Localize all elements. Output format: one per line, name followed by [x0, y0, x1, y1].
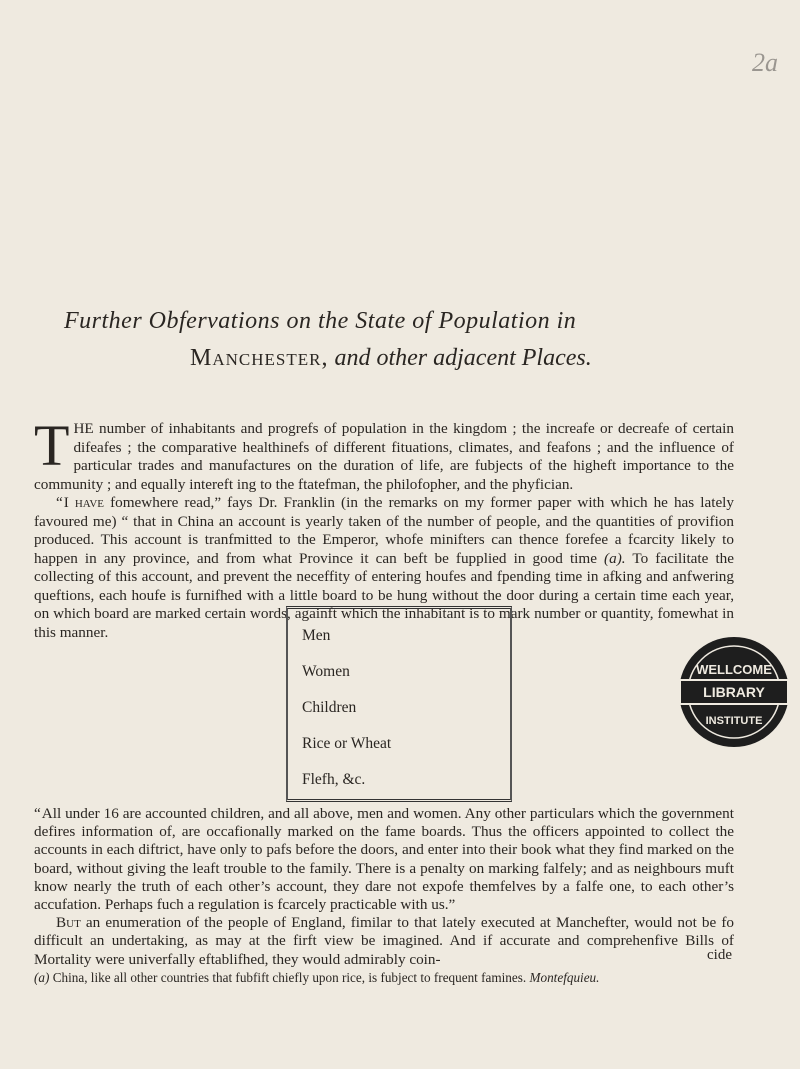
board-item: Flefh, &c. [302, 771, 366, 788]
board-list [288, 609, 510, 803]
board-item: Children [302, 699, 357, 716]
board-item: Men [302, 627, 331, 644]
footnote-text: China, like all other countries that fubfift chiefly upon rice, is fubject to frequent famines. [52, 970, 527, 985]
title-line-1: Further Obfervations on the State of Population in [64, 308, 577, 334]
intro-text: HE number of inhabitants and progrefs of population in the kingdom ; the increafe or decreafe of certain difeafes ; the comparative healthinefs of different fituations, climates, and feafons ; and the influence of particular trades and manufactures on the duration of life, are fubjects of the higheft importance to the community ; and equally intereft ing to the ftatefman, the philofopher, and the phyfician. [34, 420, 734, 493]
stamp-bottom-text: INSTITUTE [705, 715, 763, 727]
quote-text-2: To facilitate the collecting of this account, and prevent the neceffity of entering houfes and fpending time in afking and anfwering queftions, each houfe is furnifhed with a little board to be hung without the door during a certain time each year, on which board are marked certain words, againft which the inhabitant is to mark number or quantity, fomewhat in this manner. [34, 549, 735, 641]
title-line-2 [190, 345, 710, 372]
footnote-author: Montefquieu. [529, 970, 600, 985]
quote-text: fomewhere read,” fays Dr. Franklin (in the remarks on my former paper with which he has lately favoured me) “ that in China an account is yearly taken of the number of people, and the quantities of provifion produced. This account is tranfmitted to the Emperor, whofe minifters can thence forefee a fcarcity likely to happen in any province, and from what Province it can beft be fupplied in good time [34, 494, 734, 567]
footnote [34, 970, 754, 986]
board-item: Rice or Wheat [302, 735, 392, 752]
title-rest: and other adjacent Places. [334, 345, 592, 371]
catchword: cide [707, 947, 732, 963]
board-item: Women [302, 663, 350, 680]
quote-continuation: “ All under 16 are accounted children, and all above, men and women. Any other particulars which the government defires information of, are occafionally marked on the fame boards. Thus the officers appointed to collect the accounts in each diftrict, have only to pafs before the doors, and enter into their book what they find marked on the board, without giving the leaft trouble to the family. There is a penalty on marking falfely; and as neighbours muft know nearly the truth of each other’s account, they dare not expofe themfelves by a falfe one, to each other’s accufation. Perhaps fuch a regulation is fcarcely practicable with us.” [34, 805, 734, 914]
continuation-text [34, 805, 734, 969]
handwritten-page-mark: 2a [752, 48, 778, 77]
quote-lead: I have [63, 494, 104, 511]
intro-paragraph [34, 413, 734, 494]
title-city: Manchester, [190, 345, 329, 371]
paragraph-3 [34, 914, 734, 969]
para3-lead: But [56, 914, 81, 932]
para3-text: an enumeration of the people of England, fimilar to that lately executed at Manchefter, would not be fo difficult an undertaking, as may at the firft view be imagined. And if accurate and comprehenfive Bills of Mortality were univerfally eftablifhed, they would admirably coin- [34, 914, 735, 968]
drop-cap: T [34, 413, 70, 478]
stamp-top-text: WELLCOME [696, 662, 772, 677]
census-board [286, 606, 512, 802]
footnote-ref: (a). [604, 549, 626, 567]
stamp-middle-text: LIBRARY [703, 684, 765, 700]
quote-paragraph: “ I have fomewhere read,” fays Dr. Franklin (in the remarks on my former paper with which he has lately favoured me) “ that in China an account is yearly taken of the number of people, and the quantities of provifion produced. This account is tranfmitted to the Emperor, whofe minifters can thence forefee a fcarcity likely to happen in any province, and from what Province it can beft be fupplied in good time (a). To facilitate the collecting of this account, and prevent the neceffity of entering houfes and fpending time in afking and anfwering queftions, each houfe is furnifhed with a little board to be hung without the door during a certain time each year, on which board are marked certain words, againft which the inhabitant is to mark number or quantity, fomewhat in this manner. [34, 494, 735, 641]
library-stamp-icon [676, 634, 792, 750]
footnote-mark: (a) [34, 970, 50, 985]
